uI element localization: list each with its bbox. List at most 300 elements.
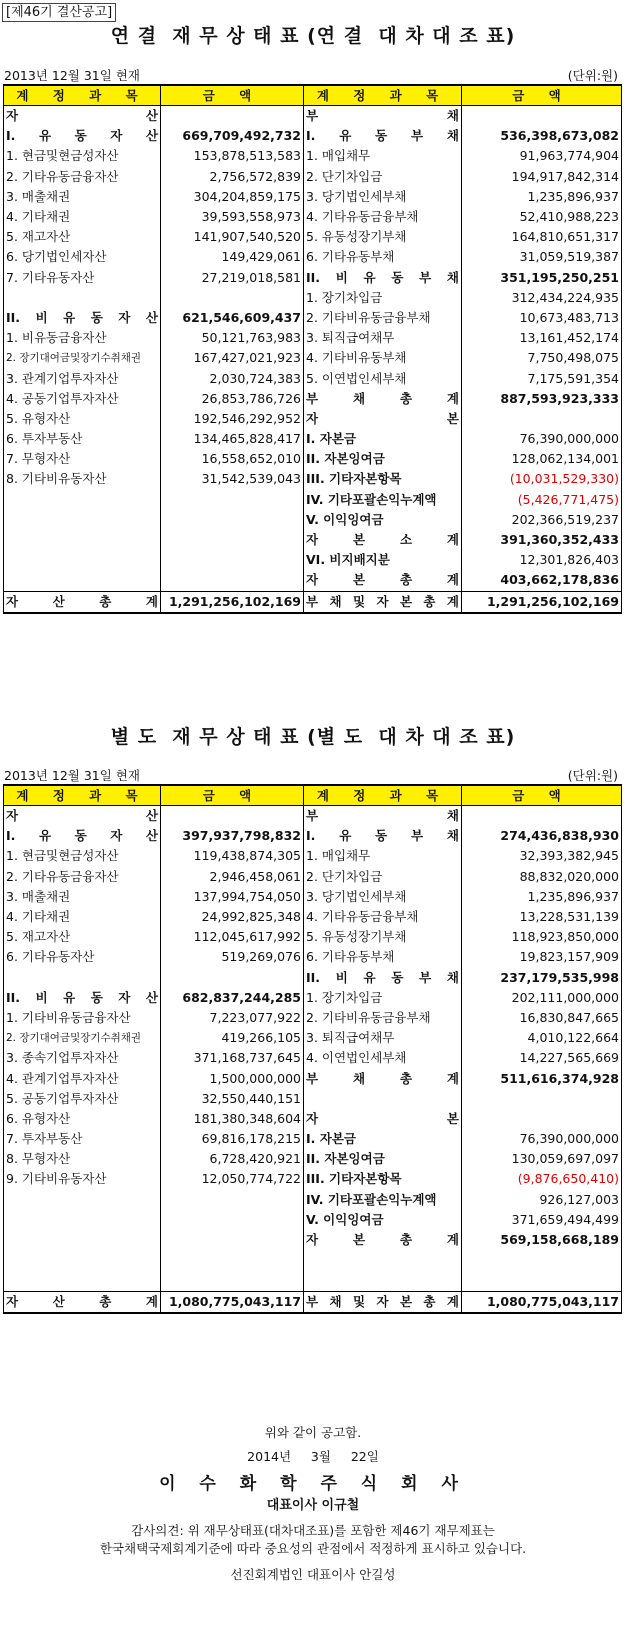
header-account [304, 785, 462, 806]
label-part: 비 [35, 309, 48, 325]
liability-equity-account [304, 806, 462, 827]
label-part: II. [6, 309, 21, 325]
liability-equity-amount: 202,366,519,237 [462, 510, 622, 530]
table-row [4, 187, 622, 207]
liability-equity-amount: 569,158,668,189 [462, 1230, 622, 1250]
account-label [306, 1292, 459, 1312]
table-row [4, 1109, 622, 1129]
announce-date: 2014년 3월 22일 [247, 1449, 379, 1464]
asset-account [4, 1190, 161, 1210]
label-part: 부 [306, 390, 319, 406]
asset-account: 6. 당기법인세자산 [4, 247, 161, 267]
asset-amount: 6,728,420,921 [161, 1149, 304, 1169]
liability-equity-amount: 511,616,374,928 [462, 1068, 622, 1088]
liability-equity-amount: 91,963,774,904 [462, 146, 622, 166]
liability-equity-account: 5. 이연법인세부채 [304, 368, 462, 388]
liability-equity-account: 4. 기타유동금융부채 [304, 907, 462, 927]
account-label [6, 988, 158, 1008]
ceo-name: 대표이사 이규철 [266, 1498, 360, 1513]
table-row [4, 490, 622, 510]
liability-equity-account: 3. 퇴직급여채무 [304, 328, 462, 348]
label-part: 본 [399, 1293, 413, 1309]
consolidated-date: 2013년 12월 31일 현재 [4, 68, 140, 83]
liability-equity-amount: 7,175,591,354 [462, 368, 622, 388]
label-part: 총 [399, 390, 413, 406]
label-part: 계 [446, 390, 459, 406]
header-account [4, 85, 161, 106]
total-liabilities-equity-label [304, 1291, 462, 1313]
asset-amount [161, 1190, 304, 1210]
asset-account [4, 288, 161, 308]
table-row [4, 1190, 622, 1210]
liability-equity-account [304, 1089, 462, 1109]
liability-equity-account: III. 기타자본항목 [304, 1169, 462, 1189]
liability-equity-account [304, 530, 462, 550]
table-row [4, 1129, 622, 1149]
asset-account [4, 510, 161, 530]
label-part: 총 [423, 1293, 436, 1309]
table-row [4, 550, 622, 570]
label-part: 계 [446, 1232, 459, 1248]
header-amount [161, 785, 304, 806]
total-liabilities-equity-amount: 1,291,256,102,169 [462, 591, 622, 613]
asset-amount [161, 530, 304, 550]
label-part: 부 [411, 128, 424, 144]
header-label: 계 정 과 목 [16, 88, 148, 103]
liability-equity-amount: 371,659,494,499 [462, 1210, 622, 1230]
asset-amount: 12,050,774,722 [161, 1169, 304, 1189]
asset-account: 5. 유형자산 [4, 409, 161, 429]
table-row [4, 389, 622, 409]
table-row [4, 1230, 622, 1250]
asset-amount [161, 1250, 304, 1270]
asset-account: 3. 관계기업투자자산 [4, 368, 161, 388]
label-part: 유 [363, 969, 376, 985]
liability-equity-amount: 10,673,483,713 [462, 308, 622, 328]
asset-account: 4. 기타채권 [4, 907, 161, 927]
consolidated-title: 연 결 재 무 상 태 표 (연 결 대 차 대 조 표) [110, 25, 516, 47]
table-row [4, 429, 622, 449]
label-part: II. [306, 269, 321, 285]
asset-account: 6. 투자부동산 [4, 429, 161, 449]
label-part: 동 [90, 989, 103, 1005]
label-part: 채 [446, 828, 459, 844]
label-part: II. [6, 989, 21, 1005]
separate-balance-sheet-table [3, 784, 622, 1314]
asset-amount: 112,045,617,992 [161, 927, 304, 947]
liability-equity-account [304, 968, 462, 988]
label-part: 부 [306, 808, 319, 824]
label-part: 총 [399, 1232, 413, 1248]
total-assets-label [4, 591, 161, 613]
asset-amount: 39,593,558,973 [161, 207, 304, 227]
label-part: 동 [74, 828, 87, 844]
liability-equity-account [304, 268, 462, 288]
table-header-row [4, 85, 622, 106]
liability-equity-amount: 130,059,697,097 [462, 1149, 622, 1169]
liability-equity-amount: 536,398,673,082 [462, 126, 622, 146]
table-row [4, 1149, 622, 1169]
header-label: 계 정 과 목 [316, 788, 449, 803]
liability-equity-account: 1. 매입채무 [304, 146, 462, 166]
table-row [4, 146, 622, 166]
liability-equity-amount: 118,923,850,000 [462, 927, 622, 947]
liability-equity-account: II. 자본잉여금 [304, 1149, 462, 1169]
audit-opinion-line1: 감사의견: 위 재무상태표(대차대조표)를 포함한 제46기 재무제표는 [131, 1523, 495, 1538]
asset-account: 6. 기타유동자산 [4, 947, 161, 967]
label-part: 본 [399, 593, 413, 609]
label-part: 본 [352, 532, 366, 548]
asset-amount: 519,269,076 [161, 947, 304, 967]
asset-account: 7. 기타유동자산 [4, 268, 161, 288]
asset-amount [161, 490, 304, 510]
liability-equity-amount [462, 1250, 622, 1270]
label-part: 자 [6, 593, 19, 609]
total-assets-label [4, 1291, 161, 1313]
asset-account [4, 550, 161, 570]
label-part: 채 [446, 269, 459, 285]
asset-amount: 167,427,021,923 [161, 348, 304, 368]
label-part: 총 [423, 593, 436, 609]
announce-text: 위와 같이 공고함. [264, 1425, 362, 1440]
asset-amount [161, 288, 304, 308]
liability-equity-account: II. 자본잉여금 [304, 449, 462, 469]
asset-account: 2. 장기대여금및장기수취채권 [4, 348, 161, 368]
table-row [4, 570, 622, 591]
label-part: I. [6, 128, 16, 144]
liability-equity-account: I. 자본금 [304, 429, 462, 449]
asset-account: 1. 비유동금융자산 [4, 328, 161, 348]
label-part: 산 [145, 989, 158, 1005]
label-part: 자 [118, 989, 131, 1005]
account-label [6, 308, 158, 328]
header-label: 금 액 [512, 788, 571, 803]
table-row [4, 1270, 622, 1291]
label-part: 본 [446, 410, 459, 426]
liability-equity-amount: 391,360,352,433 [462, 530, 622, 550]
total-liabilities-equity-amount: 1,080,775,043,117 [462, 1291, 622, 1313]
asset-account: 5. 재고자산 [4, 927, 161, 947]
label-part: 총 [99, 593, 112, 609]
liability-equity-account: 3. 당기법인세부채 [304, 187, 462, 207]
liability-equity-amount [462, 1089, 622, 1109]
asset-amount: 31,542,539,043 [161, 469, 304, 489]
liability-equity-account: VI. 비지배지분 [304, 550, 462, 570]
label-part: 본 [352, 1232, 366, 1248]
label-part: 자 [6, 108, 19, 124]
asset-amount: 141,907,540,520 [161, 227, 304, 247]
table-row [4, 227, 622, 247]
label-part: 유 [38, 128, 52, 144]
table-row [4, 449, 622, 469]
label-part: 산 [52, 1293, 65, 1309]
asset-amount: 134,465,828,417 [161, 429, 304, 449]
liability-equity-amount [462, 106, 622, 127]
liability-equity-account: V. 이익잉여금 [304, 510, 462, 530]
liability-equity-account: 6. 기타유동부채 [304, 947, 462, 967]
liability-equity-amount: 274,436,838,930 [462, 826, 622, 846]
asset-account: 3. 매출채권 [4, 187, 161, 207]
label-part: 동 [375, 828, 388, 844]
table-row [4, 288, 622, 308]
account-label [306, 268, 459, 288]
notice-tag: [제46기 결산공고] [2, 3, 116, 22]
liability-equity-account: 1. 장기차입금 [304, 288, 462, 308]
liability-equity-account [304, 106, 462, 127]
table-row [4, 268, 622, 288]
asset-account: 1. 현금및현금성자산 [4, 846, 161, 866]
asset-amount [161, 550, 304, 570]
consolidated-balance-sheet-table [3, 84, 622, 614]
account-label [306, 968, 459, 988]
asset-amount: 397,937,798,832 [161, 826, 304, 846]
table-row [4, 1250, 622, 1270]
account-label [306, 806, 459, 826]
table-row [4, 927, 622, 947]
label-part: 동 [375, 128, 388, 144]
liability-equity-account: 3. 퇴직급여채무 [304, 1028, 462, 1048]
liability-equity-amount: 52,410,988,223 [462, 207, 622, 227]
label-part: 계 [145, 1293, 158, 1309]
account-label [306, 126, 459, 146]
account-label [306, 592, 459, 612]
liability-equity-amount: 312,434,224,935 [462, 288, 622, 308]
label-part: 및 [352, 593, 366, 609]
table-row [4, 1048, 622, 1068]
total-assets-amount: 1,291,256,102,169 [161, 591, 304, 613]
asset-account [4, 1270, 161, 1291]
label-part: 계 [446, 572, 459, 588]
table-row [4, 846, 622, 866]
label-part: 자 [118, 309, 131, 325]
label-part: 자 [6, 1293, 19, 1309]
asset-account: 4. 관계기업투자자산 [4, 1068, 161, 1088]
label-part: 채 [446, 108, 459, 124]
label-part: 계 [446, 1070, 459, 1086]
liability-equity-amount: 926,127,003 [462, 1190, 622, 1210]
liability-equity-account: 1. 매입채무 [304, 846, 462, 866]
liability-equity-amount: 403,662,178,836 [462, 570, 622, 591]
asset-account: 5. 재고자산 [4, 227, 161, 247]
account-label [306, 389, 459, 409]
account-label [306, 530, 459, 550]
asset-amount: 419,266,105 [161, 1028, 304, 1048]
label-part: 소 [399, 532, 413, 548]
asset-amount: 7,223,077,922 [161, 1008, 304, 1028]
label-part: I. [306, 828, 316, 844]
asset-amount: 119,438,874,305 [161, 846, 304, 866]
header-amount [462, 85, 622, 106]
asset-account: 4. 기타채권 [4, 207, 161, 227]
asset-account: 9. 기타비유동자산 [4, 1169, 161, 1189]
liability-equity-amount: 164,810,651,317 [462, 227, 622, 247]
table-row [4, 207, 622, 227]
label-part: 자 [376, 1293, 389, 1309]
liability-equity-account [304, 409, 462, 429]
table-row [4, 308, 622, 328]
label-part: 산 [145, 309, 158, 325]
asset-amount: 2,756,572,839 [161, 167, 304, 187]
label-part: 자 [6, 808, 19, 824]
asset-account: 1. 기타비유동금융자산 [4, 1008, 161, 1028]
liability-equity-amount: 1,235,896,937 [462, 887, 622, 907]
liability-equity-account: IV. 기타포괄손익누계액 [304, 490, 462, 510]
table-row [4, 348, 622, 368]
asset-account: 5. 공동기업투자자산 [4, 1089, 161, 1109]
asset-account [4, 1250, 161, 1270]
account-label [6, 592, 158, 612]
label-part: 자 [306, 572, 319, 588]
account-label [6, 806, 158, 826]
account-label [306, 106, 459, 126]
asset-amount: 32,550,440,151 [161, 1089, 304, 1109]
liability-equity-amount: (9,876,650,410) [462, 1169, 622, 1189]
table-row [4, 887, 622, 907]
liability-equity-account: 5. 유동성장기부채 [304, 927, 462, 947]
label-part: 동 [74, 128, 87, 144]
label-part: 산 [145, 808, 158, 824]
asset-amount: 137,994,754,050 [161, 887, 304, 907]
label-part: 본 [352, 572, 366, 588]
auditor-name: 선진회계법인 대표이사 안길성 [230, 1567, 396, 1582]
header-label: 금 액 [202, 88, 262, 103]
liability-equity-account [304, 1109, 462, 1129]
asset-amount: 621,546,609,437 [161, 308, 304, 328]
table-row [4, 1210, 622, 1230]
table-row [4, 988, 622, 1008]
table-row [4, 1068, 622, 1088]
label-part: 동 [391, 969, 404, 985]
label-part: 비 [35, 989, 48, 1005]
asset-account [4, 490, 161, 510]
table-row [4, 530, 622, 550]
asset-account [4, 308, 161, 328]
liability-equity-account [304, 570, 462, 591]
label-part: 자 [306, 410, 319, 426]
asset-account [4, 1230, 161, 1250]
header-label: 계 정 과 목 [316, 88, 449, 103]
asset-account [4, 530, 161, 550]
liability-equity-account [304, 1230, 462, 1250]
liability-equity-account: 2. 단기차입금 [304, 167, 462, 187]
asset-account: 3. 매출채권 [4, 887, 161, 907]
liability-equity-amount: 88,832,020,000 [462, 867, 622, 887]
asset-account: 6. 유형자산 [4, 1109, 161, 1129]
label-part: 계 [446, 1293, 459, 1309]
liability-equity-account: 4. 이연법인세부채 [304, 1048, 462, 1068]
asset-account [4, 106, 161, 127]
asset-amount: 69,816,178,215 [161, 1129, 304, 1149]
audit-opinion-line2: 한국채택국제회계기준에 따라 중요성의 관점에서 적정하게 표시하고 있습니다. [99, 1541, 527, 1556]
asset-account: 2. 기타유동금융자산 [4, 167, 161, 187]
liability-equity-amount: 194,917,842,314 [462, 167, 622, 187]
liability-equity-amount: (10,031,529,330) [462, 469, 622, 489]
account-label [6, 826, 158, 846]
table-row [4, 1169, 622, 1189]
liability-equity-amount [462, 806, 622, 827]
asset-amount: 682,837,244,285 [161, 988, 304, 1008]
label-part: 부 [419, 969, 432, 985]
table-row [4, 126, 622, 146]
table-header-row [4, 785, 622, 806]
table-row [4, 167, 622, 187]
header-label: 계 정 과 목 [16, 788, 148, 803]
total-row [4, 591, 622, 613]
total-row [4, 1291, 622, 1313]
label-part: 자 [110, 128, 123, 144]
asset-amount [161, 570, 304, 591]
label-part: II. [306, 969, 321, 985]
label-part: 및 [352, 1293, 366, 1309]
label-part: 채 [446, 969, 459, 985]
liability-equity-amount: 128,062,134,001 [462, 449, 622, 469]
liability-equity-amount: 1,235,896,937 [462, 187, 622, 207]
liability-equity-amount: 7,750,498,075 [462, 348, 622, 368]
liability-equity-account: IV. 기타포괄손익누계액 [304, 1190, 462, 1210]
liability-equity-account [304, 826, 462, 846]
asset-account: 1. 현금및현금성자산 [4, 146, 161, 166]
liability-equity-account: 6. 기타유동부채 [304, 247, 462, 267]
liability-equity-account: 2. 기타비유동금융부채 [304, 1008, 462, 1028]
label-part: 계 [446, 593, 459, 609]
liability-equity-amount: 237,179,535,998 [462, 968, 622, 988]
table-row [4, 1008, 622, 1028]
table-row [4, 469, 622, 489]
table-row [4, 1028, 622, 1048]
label-part: 유 [363, 269, 376, 285]
label-part: 유 [38, 828, 52, 844]
label-part: 본 [446, 1110, 459, 1126]
asset-amount [161, 106, 304, 127]
label-part: 채 [352, 1070, 366, 1086]
label-part: 채 [329, 1293, 342, 1309]
asset-account: 2. 장기대여금및장기수취채권 [4, 1028, 161, 1048]
table-row [4, 368, 622, 388]
label-part: 자 [376, 593, 389, 609]
table-row [4, 247, 622, 267]
header-amount [462, 785, 622, 806]
label-part: 부 [306, 593, 319, 609]
label-part: 총 [99, 1293, 112, 1309]
label-part: 산 [145, 128, 158, 144]
liability-equity-account [304, 1068, 462, 1088]
company-name: 이 수 화 학 주 식 회 사 [159, 1474, 467, 1494]
account-label [6, 1292, 158, 1312]
label-part: 채 [446, 128, 459, 144]
liability-equity-amount: 12,301,826,403 [462, 550, 622, 570]
table-row [4, 947, 622, 967]
liability-equity-account: 3. 당기법인세부채 [304, 887, 462, 907]
label-part: 동 [90, 309, 103, 325]
asset-amount: 2,946,458,061 [161, 867, 304, 887]
asset-amount: 50,121,763,983 [161, 328, 304, 348]
liability-equity-account [304, 389, 462, 409]
liability-equity-amount: 4,010,122,664 [462, 1028, 622, 1048]
table-row [4, 826, 622, 846]
table-row [4, 867, 622, 887]
label-part: 유 [339, 128, 352, 144]
asset-account: 7. 투자부동산 [4, 1129, 161, 1149]
table-row [4, 106, 622, 127]
label-part: 계 [446, 532, 459, 548]
label-part: I. [306, 128, 316, 144]
label-part: 채 [446, 808, 459, 824]
asset-amount [161, 1230, 304, 1250]
liability-equity-amount: 32,393,382,945 [462, 846, 622, 866]
account-label [306, 826, 459, 846]
separate-unit: (단위:원) [567, 768, 618, 783]
liability-equity-amount: 13,228,531,139 [462, 907, 622, 927]
